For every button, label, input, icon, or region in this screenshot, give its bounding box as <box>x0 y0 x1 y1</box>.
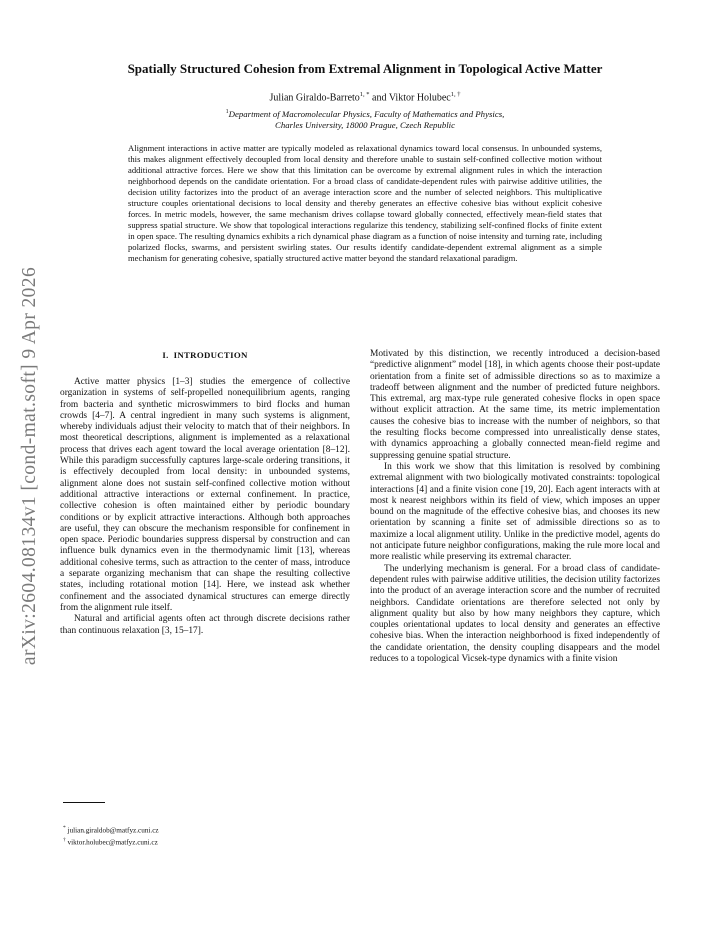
author-and: and <box>372 92 387 104</box>
body-paragraph: The underlying mechanism is general. For a broad class of candidate-dependent rules with pairwise additive utilities, the decision utility factorizes into the product of an average interaction score and the number of recruited neighbors. Candidate orientations are therefore selected not only by alignment quality but also by how many neighbors they capture, which couples orientational updates to local density and generates an effective cohesive bias. When the interaction neighborhood is fixed independently of the candidate orientation, the density coupling disappears and the model reduces to a topological Vicsek-type dynamics with a finite vision <box>370 563 660 665</box>
affiliation-line-2: Charles University, 18000 Prague, Czech Republic <box>274 120 456 131</box>
affiliation <box>60 107 670 132</box>
body-paragraph: In this work we show that this limitation is resolved by combining extremal alignment with two biologically motivated constraints: topological interactions [4] and a finite vision cone [19, 20]. Each agent interacts with at most k nearest neighbors within its field of view, which imposes an upper bound on the magnitude of the effective cohesive bias, and chooses its new orientation by scanning a finite set of admissible directions so as to maximize a local alignment utility. Unlike in the predictive model, agents do not anticipate future neighbor configurations, making the rule more local and more realistic while preserving its extremal character. <box>370 461 660 563</box>
author-second: Viktor Holubec <box>388 92 451 104</box>
arxiv-identifier[interactable]: arXiv:2604.08134v1 [cond-mat.soft] 9 Apr 2026 <box>19 266 40 666</box>
left-column <box>60 377 350 637</box>
section-title: INTRODUCTION <box>173 350 248 360</box>
author-line <box>60 91 670 103</box>
author-first-marks: 1, * <box>359 91 370 98</box>
author-first: Julian Giraldo-Barreto <box>269 92 360 104</box>
section-heading <box>60 350 350 360</box>
email-link[interactable]: viktor.holubec@matfyz.cuni.cz <box>67 838 158 847</box>
body-paragraph: Active matter physics [1–3] studies the emergence of collective organization in systems of self-propelled nonequilibrium agents, ranging from bacteria and synthetic microswimmers to bird flocks and human crowds [4–7]. A central ingredient in many such systems is alignment, whereby individuals adjust their velocity to match that of their neighbors. In most theoretical descriptions, alignment is implemented as a relaxational process that drives each agent toward the local average orientation [8–12]. While this paradigm successfully captures large-scale ordering transitions, it is effectively decoupled from local density: in unbounded systems, alignment alone does not sustain self-confined collective motion without additional attractive interactions or external confinement. In practice, collective cohesion is often maintained either by periodic boundary conditions or by explicit attractive interactions. Although both approaches are useful, they can obscure the mechanism responsible for confinement in open space. Periodic boundaries suppress dispersal by construction and can influence bulk dynamics even in the thermodynamic limit [13], whereas additional cohesive terms, such as attraction to the center of mass, introduce a separate organizing mechanism that can shape the resulting collective states, including rotational motion [14]. Here, we instead ask whether confinement and the associated dynamical structures can emerge directly from the alignment rule itself. <box>60 377 350 613</box>
footnote-email-1: * julian.giraldob@matfyz.cuni.cz <box>63 825 159 835</box>
right-column <box>370 349 660 665</box>
affiliation-line-1: $^1$Department of Macromolecular Physics, Faculty of Mathematics and Physics, <box>225 108 505 119</box>
body-paragraph: Motivated by this distinction, we recently introduced a decision-based “predictive alignment” model [18], in which agents choose their post-update orientation from a finite set of admissible directions so as to maximize a tradeoff between alignment and the number of predicted future neighbors. This extremal, arg max-type rule generated cohesive flocks in open space without explicit attraction. At the same time, its metric implementation causes the cohesive bias to increase with the number of neighbors, so that the resulting flocks become compressed into unrealistically dense states, with dynamics approaching a globally connected mean-field regime and suppressing genuine spatial structure. <box>370 349 660 461</box>
paper-title: Spatially Structured Cohesion from Extremal Alignment in Topological Active Matter <box>127 61 603 76</box>
affiliation-mark: 1 <box>225 109 229 115</box>
author-second-marks: 1, † <box>450 91 461 98</box>
footnotes <box>63 823 343 848</box>
email-link[interactable]: julian.giraldob@matfyz.cuni.cz <box>67 826 159 835</box>
body-paragraph: Natural and artificial agents often act through discrete decisions rather than continuous relaxation [3, 15–17]. <box>60 614 350 636</box>
footnote-divider <box>63 802 105 803</box>
footnote-email-2: † viktor.holubec@matfyz.cuni.cz <box>63 837 158 847</box>
section-number: I. <box>162 350 169 360</box>
abstract: Alignment interactions in active matter are typically modeled as relaxational dynamics toward local consensus. In unbounded systems, this makes alignment effectively decoupled from local density and therefore unable to sustain self-confined collective motion without additional attractive forces. Here we show that this limitation can be overcome by extremal alignment rules in which the interaction neighborhood depends on the candidate orientation. For a broad class of candidate-dependent rules with pairwise additive utilities, the decision utility factorizes into the product of an average interaction score and the number of selected neighbors. This multiplicative structure couples orientational decisions to local density and thereby generates an effective cohesive bias without explicit cohesive forces. In metric models, however, the same mechanism drives collapse toward globally connected, effectively mean-field states that suppress spatial structure. We show that topological interactions regularize this tendency, stabilizing self-confined flocks of finite extent in open space. The resulting dynamics exhibits a rich dynamical phase diagram as a function of noise intensity and turning rate, including polarized flocks, swarms, and persistent swirling states. Our results identify candidate-dependent extremal alignment as a simple mechanism for generating cohesive, spatially structured active matter beyond the standard relaxational paradigm. <box>128 143 602 263</box>
